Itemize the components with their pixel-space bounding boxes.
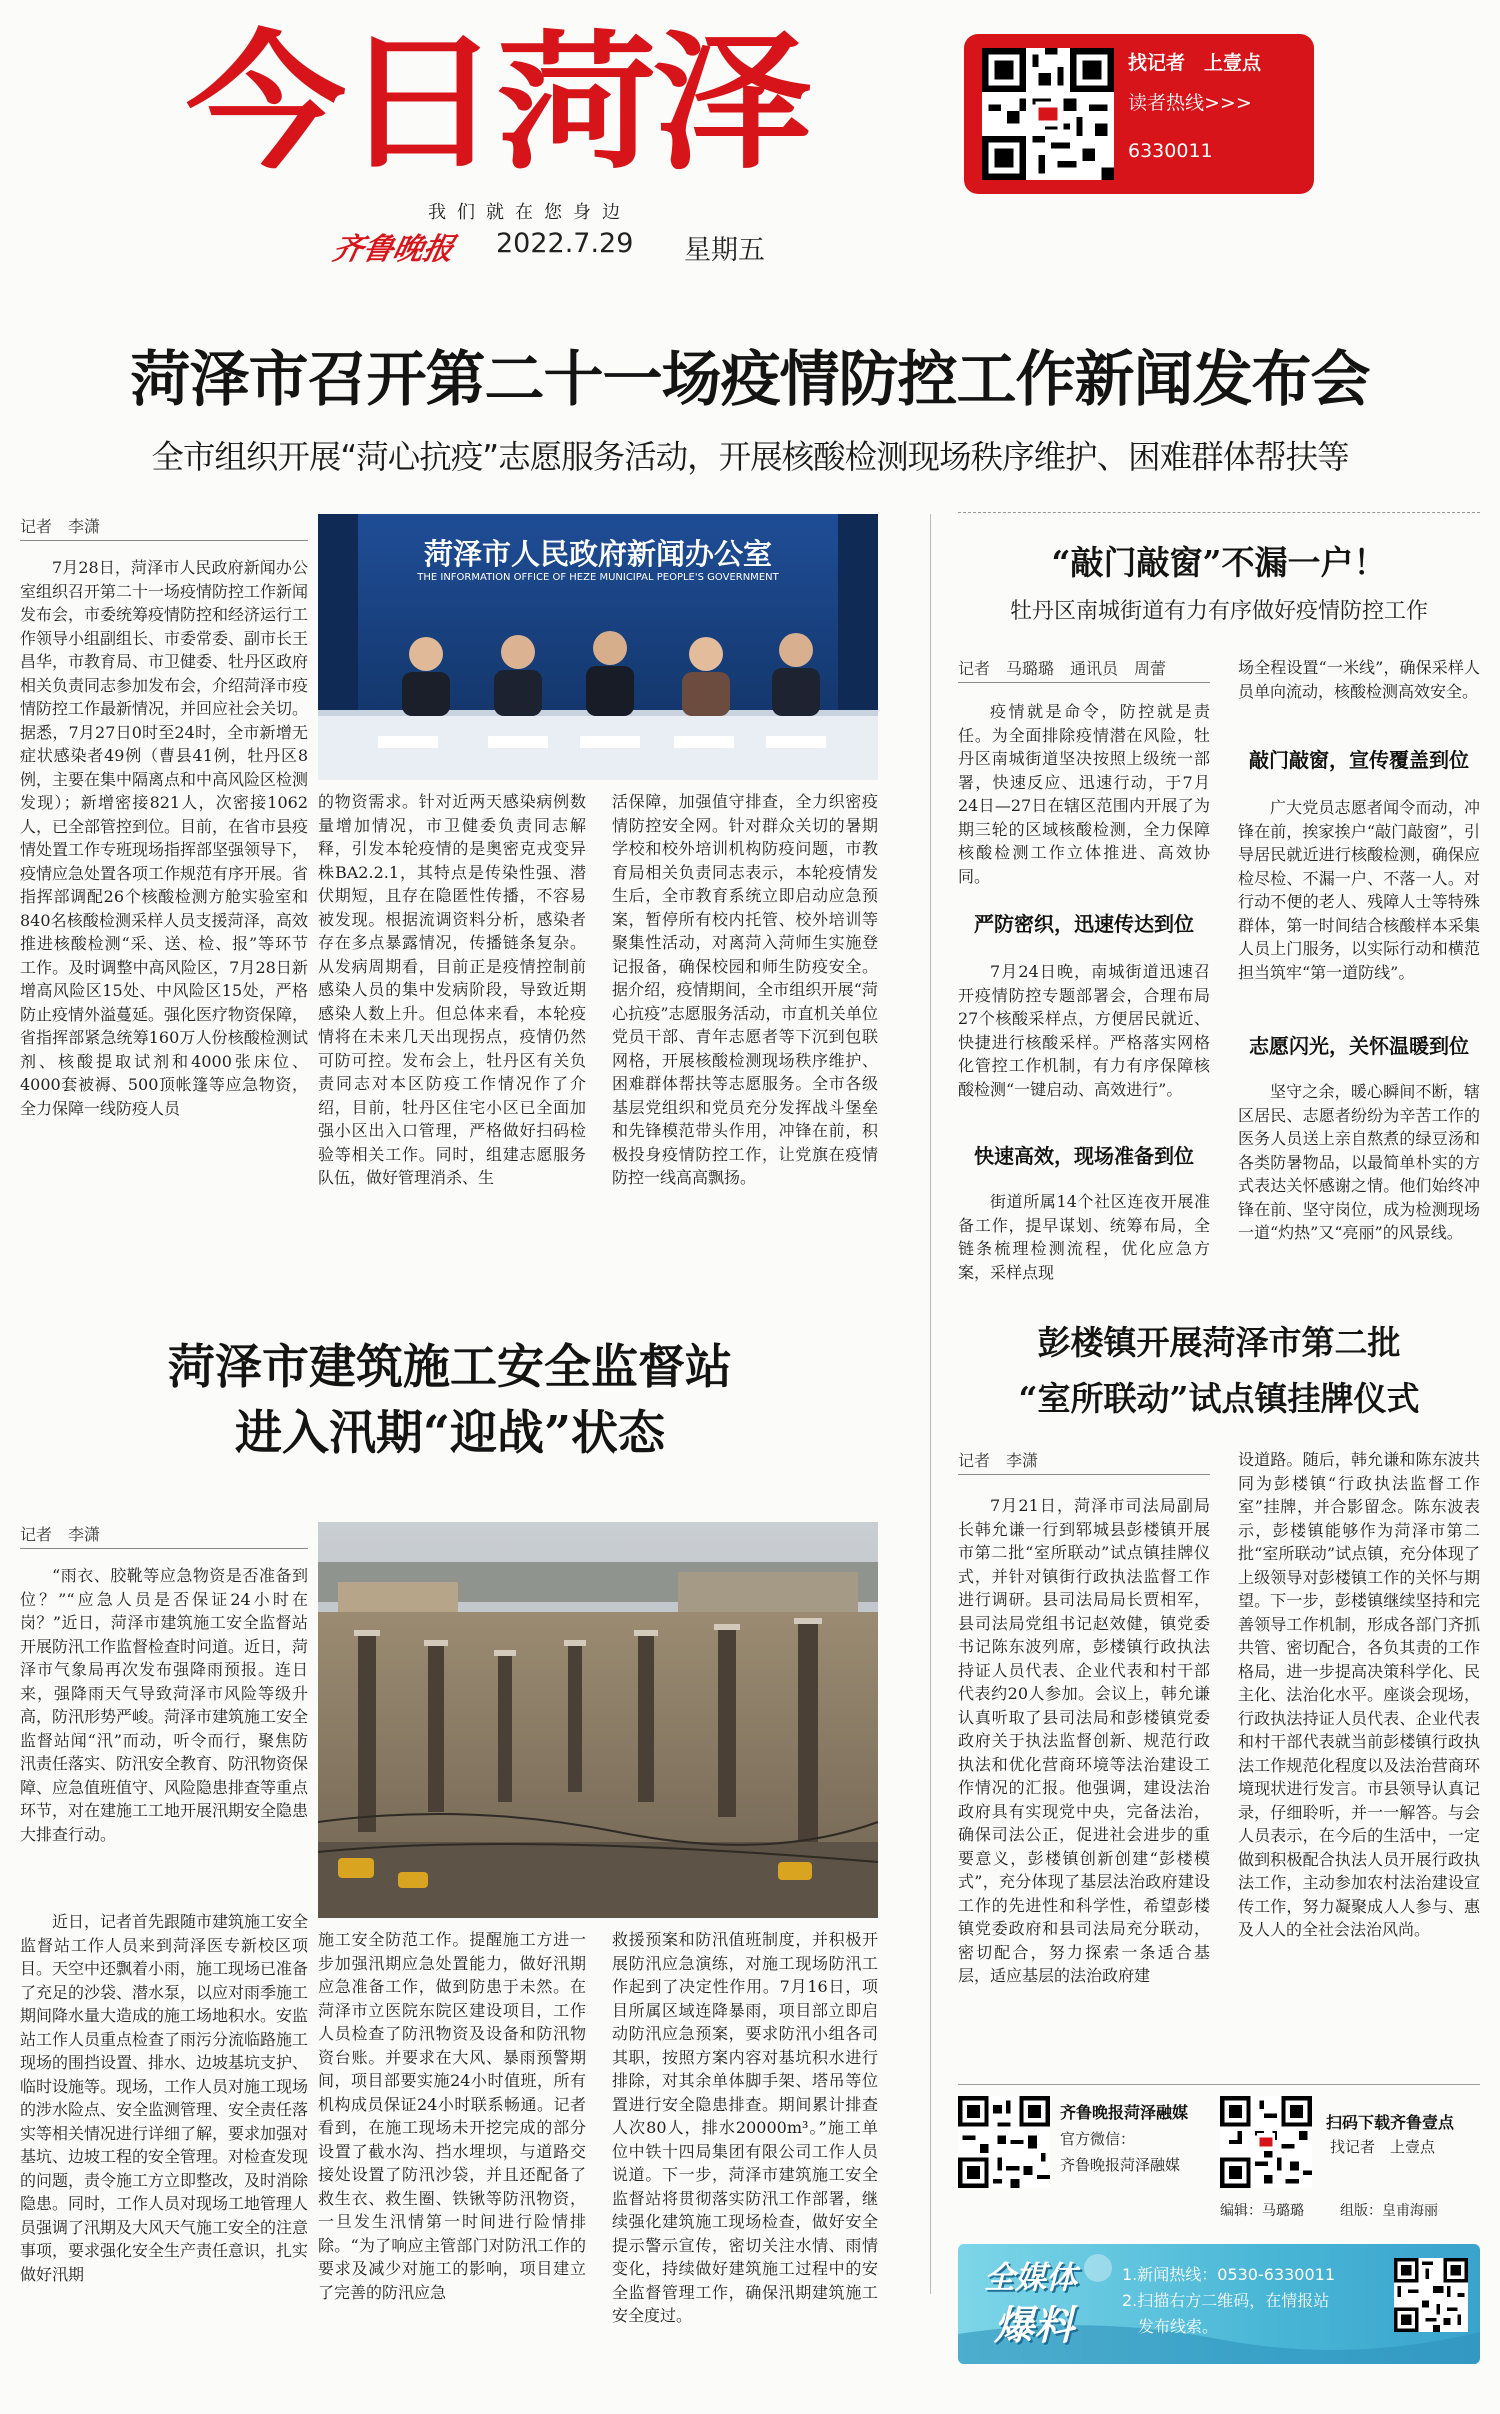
publisher-logo: 齐鲁晚报	[329, 232, 457, 267]
news-tip-banner	[958, 2244, 1480, 2364]
left2-byline: 记者 李潇	[20, 1522, 308, 1549]
right1-subhead-1: 严防密织，迅速传达到位	[974, 912, 1194, 936]
right1-col-b-part1: 场全程设置“一米线”，确保采样人员单向流动，核酸检测高效安全。	[1238, 658, 1480, 701]
wechat-line2: 齐鲁晚报菏泽融媒	[1060, 2156, 1181, 2174]
construction-site-photo	[318, 1522, 878, 1918]
find-reporter-text: 找记者 上壹点	[1128, 52, 1262, 74]
right1-col-a-part1: 疫情就是命令，防控就是责任。为全面排除疫情潜在风险，牡丹区南城街道坚决按照上级统一部署，快速反应、迅速行动，于7月24日—27日在辖区范围内开展了为期三轮的区域核酸检测，全力保障核酸检测工作立体推进、高效协同。	[958, 702, 1210, 886]
issue-date: 2022.7.29	[496, 228, 634, 259]
right2-byline: 记者 李潇	[958, 1448, 1210, 1475]
banner-line3: 发布线索。	[1138, 2317, 1219, 2336]
main-article-col2: 的物资需求。针对近两天感染病例数量增加情况，市卫健委负责同志解释，引发本轮疫情的是奥密克戎变异株BA2.2.1，其特点是传染性强、潜伏期短，且存在隐匿性传播，不容易被发现。根据流调资料分析，感染者存在多点暴露情况，传播链条复杂。从发病周期看，目前正是疫情控制前感染人员的集中发病阶段，导致近期感染人数上升。但总体来看，本轮疫情将在未来几天出现拐点，疫情仍然可防可控。发布会上，牡丹区有关负责同志对本区防疫工作情况作了介绍，目前，牡丹区住宅小区已全面加强小区出入口管理，严格做好扫码检验等相关工作。同时，组建志愿服务队伍，做好管理消杀、生	[318, 792, 586, 1187]
left2-headline-line1: 菏泽市建筑施工安全监督站	[168, 1340, 732, 1395]
right1-headline: “敲门敲窗”不漏一户！	[1051, 543, 1387, 582]
right1-col-a-part3: 街道所属14个社区连夜开展准备工作，提早谋划、统筹布局，全链条梳理检测流程，优化应急方案，采样点现	[958, 1192, 1210, 1282]
right1-subhead-2: 快速高效，现场准备到位	[974, 1144, 1194, 1168]
banner-line2: 2.扫描右方二维码，在情报站	[1122, 2291, 1330, 2310]
main-subheadline: 全市组织开展“菏心抗疫”志愿服务活动，开展核酸检测现场秩序维护、困难群体帮扶等	[151, 438, 1349, 476]
masthead	[0, 0, 1500, 300]
app-download-line: 找记者 上壹点	[1330, 2138, 1436, 2156]
right2-headline-line2: “室所联动”试点镇挂牌仪式	[1018, 1379, 1420, 1418]
hotline-number[interactable]: 6330011	[1128, 140, 1213, 162]
right1-col-b-part2: 广大党员志愿者闻令而动，冲锋在前，挨家挨户“敲门敲窗”，引导居民就近进行核酸检测，确保应检尽检、不漏一户、不落一人。对行动不便的老人、残障人士等特殊群体，第一时间结合核酸样本采集人员上门服务，以实际行动和横范担当筑牢“第一道防线”。	[1238, 798, 1480, 982]
banner-title-line1: 全媒体	[984, 2260, 1077, 2296]
masthead-slogan: 我们就在您身边	[428, 202, 631, 223]
footer-top-rule	[958, 2084, 1480, 2085]
left2-col3: 救援预案和防汛值班制度，并积极开展防汛应急演练，对施工现场防汛工作起到了决定性作用。7月16日，项目所属区域连降暴雨，项目部立即启动防汛应急预案，要求防汛小组各司其职，按照方案内容对基坑积水进行排除，对其余单体脚手架、塔吊等位置进行安全隐患排查。期间累计排查人次80人，排水20000m³。”施工单位中铁十四局集团有限公司工作人员说道。下一步，菏泽市建筑施工安全监督站将贯彻落实防汛工作部署，继续强化建筑施工现场检查，做好安全提示警示宣传，密切关注水情、雨情变化，持续做好建筑施工过程中的安全监督管理工作，确保汛期建筑施工安全度过。	[612, 1930, 878, 2325]
right-top-divider	[958, 512, 1480, 513]
main-article-col1: 7月28日，菏泽市人民政府新闻办公室组织召开第二十一场疫情防控工作新闻发布会，市委统筹疫情防控和经济运行工作领导小组副组长、市委常委、副市长王昌华，市教育局、市卫健委、牡丹区政府相关负责同志参加发布会，介绍菏泽市疫情防控工作最新情况，并回应社会关切。据悉，7月27日0时至24时，全市新增无症状感染者49例（曹县41例，牡丹区8例，主要在集中隔离点和中高风险区检测发现）；新增密接821人，次密接1062人，已全部管控到位。目前，在省市县疫情处置工作专班现场指挥部坚强领导下，疫情应急处置各项工作规范有序开展。省指挥部调配26个核酸检测方舱实验室和840名核酸检测采样人员支援菏泽，高效推进核酸检测“采、送、检、报”等环节工作。及时调整中高风险区，7月28日新增高风险区15处、中风险区15处，严格防止疫情外溢蔓延。强化医疗物资保障，省指挥部紧急统筹160万人份核酸检测试剂、核酸提取试剂和4000张床位、4000套被褥、500顶帐篷等应急物资，全力保障一线防疫人员	[20, 558, 308, 1118]
main-byline: 记者 李潇	[20, 514, 308, 541]
masthead-qr-code[interactable]	[982, 48, 1114, 180]
left2-col2: 施工安全防范工作。提醒施工方进一步加强汛期应急处置能力，做好汛期应急准备工作，做到防患于未然。在菏泽市立医院东院区建设项目，工作人员检查了防汛物资及设备和防汛物资台账。并要求在大风、暴雨预警期间，项目部要实施24小时值班，所有机构成员保证24小时联系畅通。记者看到，在施工现场未开挖完成的部分设置了截水沟、挡水埋坝，与道路交接处设置了防汛沙袋，并且还配备了救生衣、救生圈、铁锹等防汛物资，一旦发生汛情第一时间进行险情排除。“为了响应主管部门对防汛工作的要求及减少对施工的影响，项目建立了完善的防汛应急	[318, 1930, 586, 2302]
right1-subhead-3: 敲门敲窗，宣传覆盖到位	[1249, 748, 1469, 772]
right1-col-b-part3: 坚守之余，暖心瞬间不断，辖区居民、志愿者纷纷为辛苦工作的医务人员送上亲自熬煮的绿豆汤和各类防暑物品，以最简单朴实的方式表达关怀感谢之情。他们始终冲锋在前、坚守岗位，成为检测现场一道“灼热”又“亮丽”的风景线。	[1238, 1082, 1480, 1242]
right1-subhead-4: 志愿闪光，关怀温暖到位	[1249, 1034, 1469, 1058]
hotline-label: 读者热线>>>	[1128, 92, 1252, 114]
right1-subheadline: 牡丹区南城街道有力有序做好疫情防控工作	[1009, 599, 1428, 624]
right1-col-a-part2: 7月24日晚，南城街道迅速召开疫情防控专题部署会，合理布局27个核酸采样点，方便居民就近、快捷进行核酸采样。严格落实网格化管控工作机制，有力有序保障核酸检测“一键启动、高效进行”。	[958, 962, 1210, 1099]
main-headline: 菏泽市召开第二十一场疫情防控工作新闻发布会	[130, 345, 1370, 415]
issue-weekday: 星期五	[684, 235, 765, 266]
app-download-title: 扫码下载齐鲁壹点	[1326, 2113, 1455, 2132]
press-sign-chinese: 菏泽市人民政府新闻办公室	[423, 537, 772, 571]
wechat-qr-code[interactable]	[958, 2096, 1050, 2188]
right1-byline: 记者 马璐璐 通讯员 周蕾	[958, 656, 1210, 683]
wechat-line1: 官方微信：	[1060, 2130, 1136, 2148]
banner-title-line2: 爆料	[994, 2303, 1074, 2349]
banner-line1: 1.新闻热线：0530-6330011	[1122, 2265, 1336, 2284]
wechat-title: 齐鲁晚报菏泽融媒	[1060, 2103, 1189, 2122]
right2-col-a: 7月21日，菏泽市司法局副局长韩允谦一行到郓城县彭楼镇开展市第二批“室所联动”试点镇挂牌仪式，并针对镇街行政执法监督工作进行调研。县司法局局长贾相军，县司法局党组书记赵效健，镇党委书记陈东波列席，彭楼镇行政执法持证人员代表、企业代表和村干部代表约20人参加。会议上，韩允谦认真听取了县司法局和彭楼镇党委政府关于执法监督创新、规范行政执法和优化营商环境等法治建设工作情况的汇报。他强调，建设法治政府具有实现党中央，完备法治，确保司法公正，促进社会进步的重要意义，彭楼镇创新创建“彭楼模式”，充分体现了基层法治政府建设工作的先进性和科学性，希望彭楼镇党委政府和县司法局充分联动，密切配合，努力探索一条适合基层，适应基层的法治政府建	[958, 1496, 1210, 1985]
right2-col-b: 设道路。随后，韩允谦和陈东波共同为彭楼镇“行政执法监督工作室”挂牌，并合影留念。陈东波表示，彭楼镇能够作为菏泽市第二批“室所联动”试点镇，充分体现了上级领导对彭楼镇工作的关怀与期望。下一步，彭楼镇继续坚持和完善领导工作机制，形成各部门齐抓共管、密切配合，各负其责的工作格局，进一步提高决策科学化、民主化、法治化水平。座谈会现场，行政执法持证人员代表、企业代表和村干部代表就当前彭楼镇行政执法工作规范化程度以及法治营商环境现状进行发言。市县领导认真记录，仔细聆听，并一一解答。与会人员表示，在今后的生活中，一定做到积极配合执法人员开展行政执法工作，主动参加农村法治建设宣传工作，努力凝聚成人人参与、惠及人人的全社会法治风尚。	[1238, 1450, 1480, 1939]
press-sign-english: THE INFORMATION OFFICE OF HEZE MUNICIPAL PEOPLE'S GOVERNMENT	[417, 572, 779, 583]
masthead-title: 今日菏泽	[186, 17, 809, 189]
layout-credit: 组版：皇甫海丽	[1340, 2203, 1438, 2219]
main-article-col3: 活保障，加强值守排查，全力织密疫情防控安全网。针对群众关切的暑期学校和校外培训机构防疫问题，市教育局相关负责同志表示，本轮疫情发生后，全市教育系统立即启动应急预案，暂停所有校内托管、校外培训等聚集性活动，对离菏入菏师生实施登记报备，确保校园和师生防疫安全。据介绍，疫情期间，全市组织开展“菏心抗疫”志愿服务活动，市直机关单位党员干部、青年志愿者等下沉到包联网格，开展核酸检测现场秩序维护、困难群体帮扶等志愿服务。全市各级基层党组织和党员充分发挥战斗堡垒和先锋模范带头作用，冲锋在前，积极投身疫情防控工作，让党旗在疫情防控一线高高飘扬。	[612, 792, 878, 1187]
press-conference-photo	[318, 514, 878, 780]
right2-headline-line1: 彭楼镇开展菏泽市第二批	[1037, 1323, 1401, 1362]
app-download-qr-code[interactable]	[1220, 2096, 1312, 2188]
tip-qr-code[interactable]	[1394, 2258, 1468, 2332]
editor-credit: 编辑：马璐璐	[1220, 2203, 1304, 2219]
column-divider	[930, 514, 931, 2294]
left2-intro: “雨衣、胶靴等应急物资是否准备到位？”“应急人员是否保证24小时在岗？”近日，菏泽市建筑施工安全监督站开展防汛工作监督检查时问道。近日，菏泽市气象局再次发布强降雨预报。连日来，强降雨天气导致菏泽市风险等级升高，防汛形势严峻。菏泽市建筑施工安全监督站闻“汛”而动，听令而行，聚焦防汛责任落实、防汛安全教育、防汛物资保障、应急值班值守、风险隐患排查等重点环节，对在建施工工地开展汛期安全隐患大排查行动。	[20, 1566, 308, 1844]
masthead-qr-box	[964, 34, 1314, 194]
left2-headline-line2: 进入汛期“迎战”状态	[234, 1406, 666, 1461]
left2-col1: 近日，记者首先跟随市建筑施工安全监督站工作人员来到菏泽医专新校区项目。天空中还飘着小雨，施工现场已准备了充足的沙袋、潜水泵，以应对雨季施工期间降水量大造成的施工场地积水。安监站工作人员重点检查了雨污分流临路施工现场的围挡设置、排水、边坡基坑支护、临时设施等。现场，工作人员对施工现场的涉水险点、安全监测管理、安全责任落实等相关情况进行详细了解，要求加强对基坑、边坡工程的安全管理。对检查发现的问题，责令施工方立即整改，及时消除隐患。同时，工作人员对现场工地管理人员强调了汛期及大风天气施工安全的注意事项，要求强化安全生产责任意识，扎实做好汛期	[20, 1912, 308, 2284]
